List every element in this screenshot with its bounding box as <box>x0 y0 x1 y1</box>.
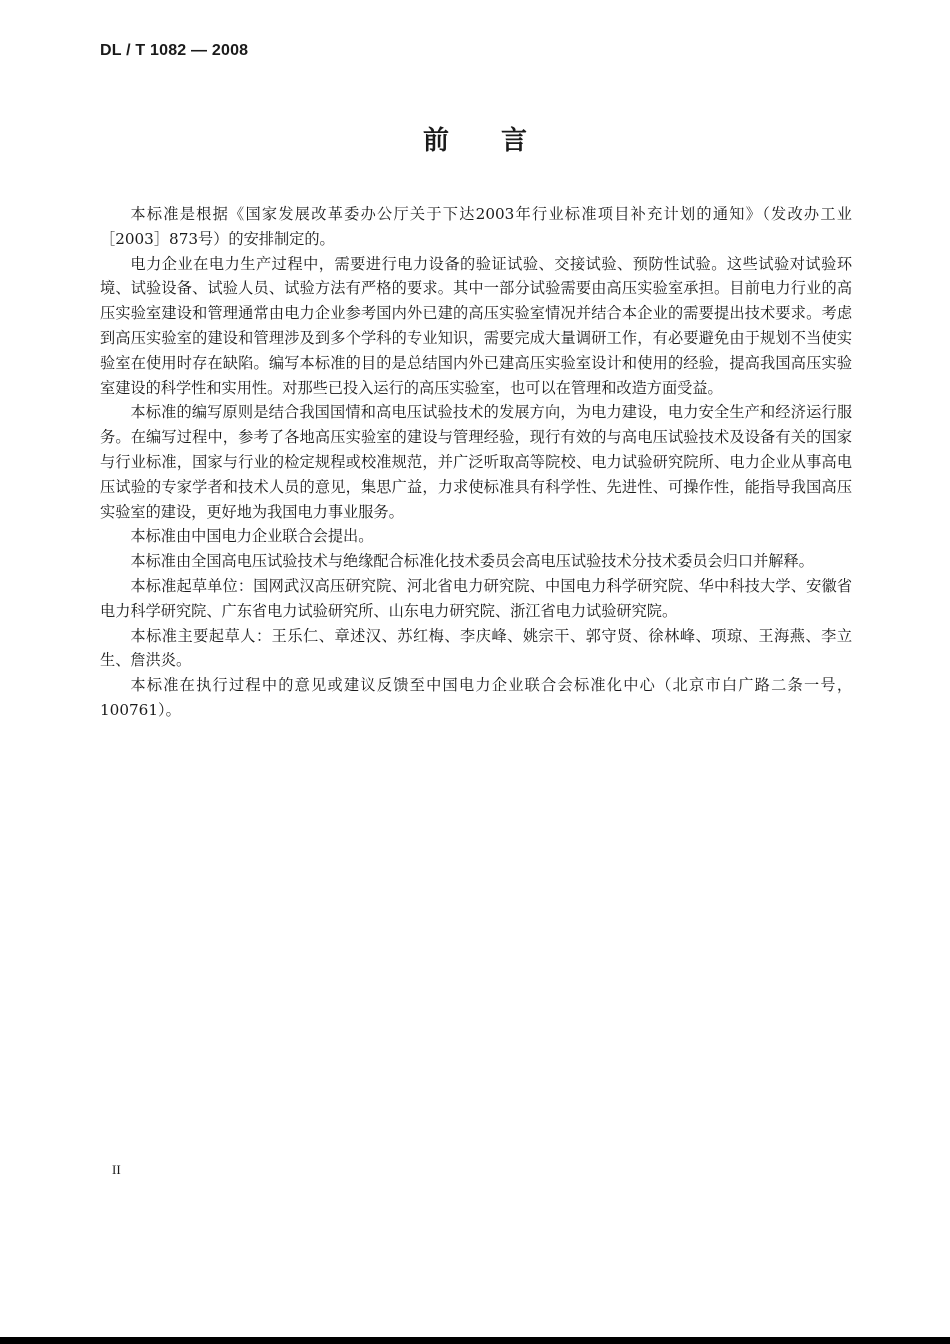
paragraph-interpretation: 本标准由全国高电压试验技术与绝缘配合标准化技术委员会高电压试验技术分技术委员会归口并解释。 <box>130 552 814 571</box>
foreword-body <box>100 202 852 723</box>
page-title <box>0 120 950 157</box>
paragraph-drafting-units: 本标准起草单位：国网武汉高压研究院、河北省电力研究院、中国电力科学研究院、华中科技大学、安徽省电力科学研究院、广东省电力试验研究所、山东电力研究院、浙江省电力试验研究院。 <box>100 576 852 620</box>
paragraph-drafters: 本标准主要起草人：王乐仁、章述汉、苏红梅、李庆峰、姚宗干、郭守贤、徐林峰、项琼、王海燕、李立生、詹洪炎。 <box>100 626 852 670</box>
page-number: II <box>112 1162 121 1177</box>
title-char-1: 前 <box>422 126 449 156</box>
paragraph-feedback: 本标准在执行过程中的意见或建议反馈至中国电力企业联合会标准化中心（北京市白广路二条一号，100761）。 <box>100 676 852 719</box>
bottom-border <box>0 1337 950 1344</box>
paragraph-principles: 本标准的编写原则是结合我国国情和高电压试验技术的发展方向，为电力建设，电力安全生产和经济运行服务。在编写过程中，参考了各地高压实验室的建设与管理经验，现行有效的与高电压试验技术及设备有关的国家与行业标准，国家与行业的检定规程或校准规范，并广泛听取高等院校、电力试验研究院所、电力企业从事高电压试验的专家学者和技术人员的意见，集思广益，力求使标准具有科学性、先进性、可操作性，能指导我国高压实验室的建设，更好地为我国电力事业服务。 <box>100 403 852 521</box>
paragraph-basis: 本标准是根据《国家发展改革委办公厅关于下达2003年行业标准项目补充计划的通知》（发改办工业［2003］873号）的安排制定的。 <box>100 205 852 248</box>
paragraph-background: 电力企业在电力生产过程中，需要进行电力设备的验证试验、交接试验、预防性试验。这些试验对试验环境、试验设备、试验人员、试验方法有严格的要求。其中一部分试验需要由高压实验室承担。目前电力行业的高压实验室建设和管理通常由电力企业参考国内外已建的高压实验室情况并结合本企业的需要提出技术要求。考虑到高压实验室的建设和管理涉及到多个学科的专业知识，需要完成大量调研工作，有必要避免由于规划不当使实验室在使用时存在缺陷。编写本标准的目的是总结国内外已建高压实验室设计和使用的经验，提高我国高压实验室建设的科学性和实用性。对那些已投入运行的高压实验室，也可以在管理和改造方面受益。 <box>100 254 852 397</box>
title-char-2: 言 <box>501 126 528 156</box>
standard-code-header: DL / T 1082 — 2008 <box>100 42 249 59</box>
paragraph-proposer: 本标准由中国电力企业联合会提出。 <box>130 527 374 546</box>
